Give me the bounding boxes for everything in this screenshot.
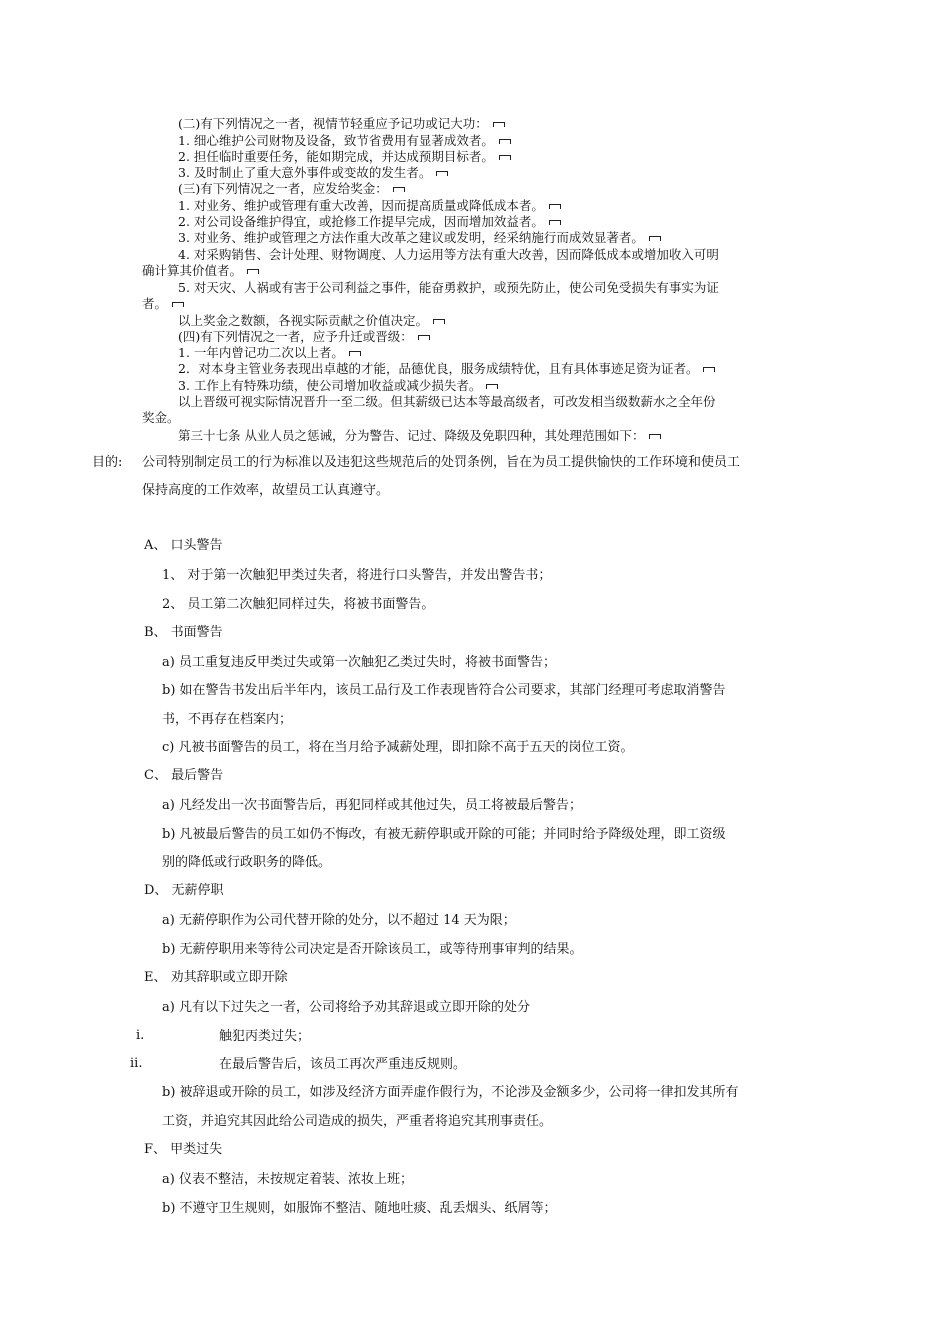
list-item: 1、 对于第一次触犯甲类过失者，将进行口头警告，并发出警告书； <box>162 568 552 583</box>
section-heading-d: D、 无薪停职 <box>144 883 224 898</box>
paragraph-mark-icon <box>499 139 511 144</box>
section-heading-e: E、 劝其辞职或立即开除 <box>144 970 288 985</box>
list-item-cont: 书，不再存在档案内； <box>162 712 293 727</box>
list-item: b) 如在警告书发出后半年内，该员工品行及工作表现皆符合公司要求，其部门经理可考虑取消警告 <box>162 683 726 698</box>
list-item-cont: 别的降低或行政职务的降低。 <box>162 855 332 870</box>
text-line: 5. 对天灾、人祸或有害于公司利益之事件，能奋勇救护，或预先防止，使公司免受损失有事实为证 <box>178 280 719 295</box>
text-line: 2．对本身主管业务表现出卓越的才能，品德优良，服务成绩特优，且有具体事迹足资为证者。 <box>178 361 715 377</box>
text-line: 1. 细心维护公司财物及设备，致节省费用有显著成效者。 <box>178 133 511 149</box>
text-line: (二)有下列情况之一者，视情节轻重应予记功或记大功： <box>178 116 505 132</box>
paragraph-mark-icon <box>433 319 445 324</box>
paragraph-mark-icon <box>172 302 184 307</box>
text-line: 确计算其价值者。 <box>142 263 259 279</box>
list-item: c) 凡被书面警告的员工，将在当月给予减薪处理，即扣除不高于五天的岗位工资。 <box>162 740 634 755</box>
purpose-line: 公司特别制定员工的行为标准以及违犯这些规范后的处罚条例，旨在为员工提供愉快的工作环境和使员工 <box>142 455 741 470</box>
section-heading-b: B、 书面警告 <box>144 625 223 640</box>
text-line: 2. 担任临时重要任务，能如期完成，并达成预期目标者。 <box>178 149 511 165</box>
paragraph-mark-icon <box>549 204 561 209</box>
list-item: a) 凡有以下过失之一者，公司将给予劝其辞退或立即开除的处分 <box>162 1000 530 1015</box>
list-item: 2、 员工第二次触犯同样过失，将被书面警告。 <box>162 597 435 612</box>
list-item: b) 被辞退或开除的员工，如涉及经济方面弄虚作假行为，不论涉及金额多少，公司将一律扣发其所有 <box>162 1085 739 1100</box>
roman-numeral: ii. <box>130 1056 143 1071</box>
article-heading: 第三十七条 从业人员之惩诫，分为警告、记过、降级及免职四种，其处理范围如下： <box>178 428 661 444</box>
text-line: 1. 对业务、维护或管理有重大改善，因而提高质量或降低成本者。 <box>178 198 561 214</box>
section-heading-f: F、 甲类过失 <box>144 1142 223 1157</box>
list-item-cont: 工资，并追究其因此给公司造成的损失，严重者将追究其刑事责任。 <box>162 1114 553 1129</box>
paragraph-mark-icon <box>247 269 259 274</box>
text-line: 1. 一年内曾记功二次以上者。 <box>178 345 361 361</box>
purpose-line: 保持高度的工作效率，故望员工认真遵守。 <box>142 483 390 498</box>
paragraph-mark-icon <box>393 187 405 192</box>
paragraph-mark-icon <box>649 236 661 241</box>
text-line: 以上晋级可视实际情况晋升一至二级。但其薪级已达本等最高级者，可改发相当级数薪水之全年份 <box>178 394 716 409</box>
purpose-label: 目的: <box>92 455 123 470</box>
list-item: b) 无薪停职用来等待公司决定是否开除该员工，或等待刑事审判的结果。 <box>162 942 583 957</box>
paragraph-mark-icon <box>418 335 430 340</box>
text-line: 4. 对采购销售、会计处理、财物调度、人力运用等方法有重大改善，因而降低成本或增加收入可明 <box>178 247 719 262</box>
text-line: 2. 对公司设备维护得宜，或抢修工作提早完成，因而增加效益者。 <box>178 214 561 230</box>
text-line: 3. 及时制止了重大意外事件或变故的发生者。 <box>178 165 448 181</box>
list-item: b) 不遵守卫生规则，如服饰不整洁、随地吐痰、乱丢烟头、纸屑等； <box>162 1201 557 1216</box>
sub-list-item: 触犯丙类过失； <box>219 1029 311 1044</box>
list-item: a) 员工重复违反甲类过失或第一次触犯乙类过失时，将被书面警告； <box>162 655 556 670</box>
paragraph-mark-icon <box>349 351 361 356</box>
paragraph-mark-icon <box>499 155 511 160</box>
paragraph-mark-icon <box>486 384 498 389</box>
section-heading-c: C、 最后警告 <box>144 768 224 783</box>
list-item: b) 凡被最后警告的员工如仍不悔改，有被无薪停职或开除的可能；并同时给予降级处理，即工资级 <box>162 827 726 842</box>
paragraph-mark-icon <box>549 220 561 225</box>
list-item: a) 无薪停职作为公司代替开除的处分，以不超过 14 天为限； <box>162 913 516 928</box>
text-line: 奖金。 <box>142 410 180 425</box>
roman-numeral: i. <box>136 1028 145 1043</box>
list-item: a) 凡经发出一次书面警告后，再犯同样或其他过失，员工将被最后警告； <box>162 798 582 813</box>
text-line: (四)有下列情况之一者，应予升迁或晋级： <box>178 329 430 345</box>
paragraph-mark-icon <box>493 122 505 127</box>
text-line: (三)有下列情况之一者，应发给奖金： <box>178 181 405 197</box>
text-line: 以上奖金之数额，各视实际贡献之价值决定。 <box>178 313 445 329</box>
paragraph-mark-icon <box>436 171 448 176</box>
text-line: 者。 <box>142 296 184 312</box>
text-line: 3. 对业务、维护或管理之方法作重大改革之建议或发明，经采纳施行而成效显著者。 <box>178 230 661 246</box>
paragraph-mark-icon <box>703 367 715 372</box>
section-heading-a: A、 口头警告 <box>144 538 223 553</box>
list-item: a) 仪表不整洁，未按规定着装、浓妆上班； <box>162 1172 413 1187</box>
sub-list-item: 在最后警告后，该员工再次严重违反规则。 <box>219 1057 467 1072</box>
paragraph-mark-icon <box>649 434 661 439</box>
text-line: 3. 工作上有特殊功绩，使公司增加收益或减少损失者。 <box>178 378 498 394</box>
